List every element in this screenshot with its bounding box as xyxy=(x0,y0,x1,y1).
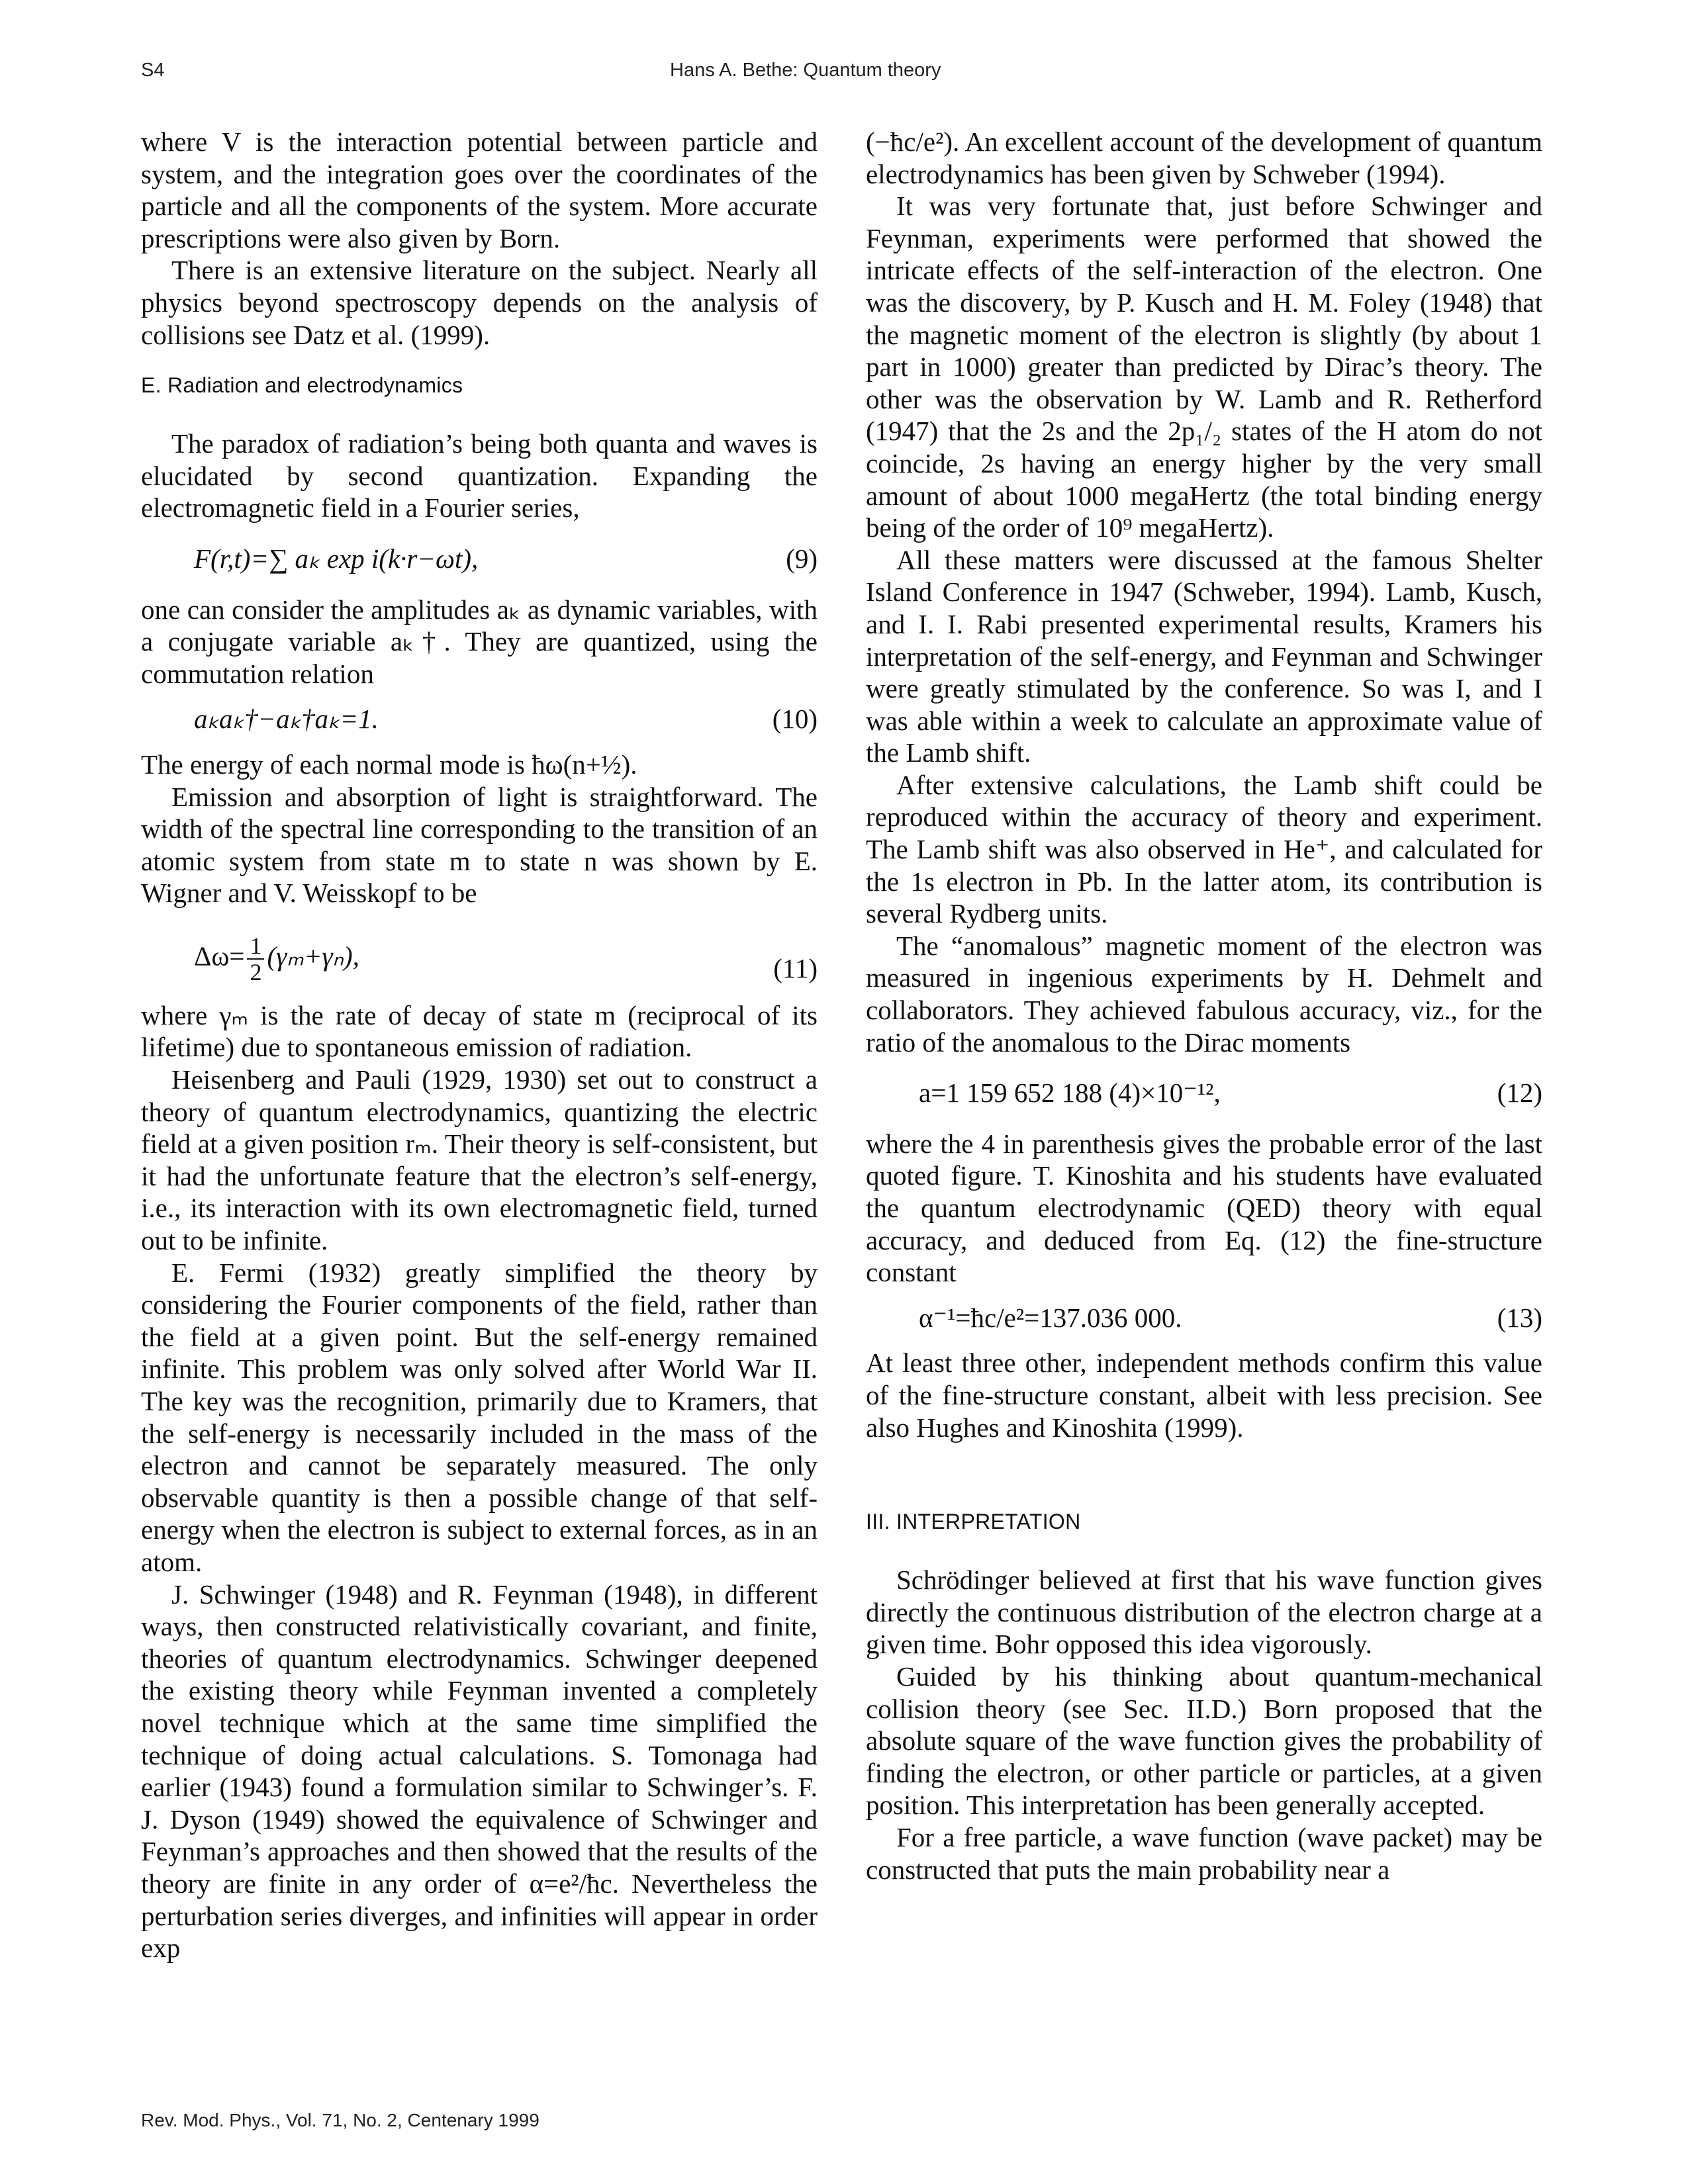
journal-citation: Rev. Mod. Phys., Vol. 71, No. 2, Centenary 1999 xyxy=(141,2110,539,2130)
running-title: Hans A. Bethe: Quantum theory xyxy=(670,60,941,81)
paragraph: J. Schwinger (1948) and R. Feynman (1948), in different ways, then constructed relativistically covariant, and finite, theories of quantum electrodynamics. Schwinger deepened the existing theory while Feynman invented a completely novel technique which at the same time simplified the technique of doing actual calculations. S. Tomonaga had earlier (1943) found a formulation similar to Schwinger’s. F. J. Dyson (1949) showed the equivalence of Schwinger and Feynman’s approaches and then showed that the results of the theory are finite in any order of α=e²/ħc. Nevertheless the perturbation series diverges, and infinities will appear in order exp xyxy=(141,1578,818,1964)
equation-12 xyxy=(866,1077,1542,1109)
paragraph: The “anomalous” magnetic moment of the electron was measured in ingenious experiments by H. Dehmelt and collaborators. They achieved fabulous accuracy, viz., for the ratio of the anomalous to the Dirac moments xyxy=(866,930,1542,1058)
equation-body: F(r,t)=∑ aₖ exp i(k·r−ωt), xyxy=(194,543,479,574)
paragraph: where V is the interaction potential between particle and system, and the integration goes over the coordinates of the particle and all the components of the system. More accurate prescriptions were also given by Born. xyxy=(141,126,818,253)
right-column xyxy=(866,126,1542,1886)
equation-body: aₖaₖ†−aₖ†aₖ=1. xyxy=(194,704,379,735)
paragraph: Schrödinger believed at first that his wave function gives directly the continuous distribution of the electron charge at a given time. Bohr opposed this idea vigorously. xyxy=(866,1565,1542,1660)
paragraph: E. Fermi (1932) greatly simplified the theory by considering the Fourier components of the field, rather than the field at a given point. But the self-energy remained infinite. This problem was only solved after World War II. The key was the recognition, primarily due to Kramers, that the self-energy is necessarily included in the mass of the electron and cannot be separately measured. The only observable quantity is then a possible change of that self-energy when the electron is subject to external forces, as in an atom. xyxy=(141,1257,818,1577)
equation-number: (10) xyxy=(772,704,818,735)
equation-13 xyxy=(866,1302,1542,1334)
paragraph: After extensive calculations, the Lamb shift could be reproduced within the accuracy of theory and experiment. The Lamb shift was also observed in He⁺, and calculated for the 1s electron in Pb. In the latter atom, its contribution is several Rydberg units. xyxy=(866,769,1542,929)
fraction-numerator: 1 xyxy=(247,933,264,960)
paragraph: The energy of each normal mode is ħω(n+½). xyxy=(141,749,637,780)
equation-body: a=1 159 652 188 (4)×10⁻¹², xyxy=(919,1077,1221,1109)
paragraph: one can consider the amplitudes aₖ as dynamic variables, with a conjugate variable aₖ†. They are quantized, using the commutation relation xyxy=(141,594,818,689)
paragraph: It was very fortunate that, just before Schwinger and Feynman, experiments were performed that showed the intricate effects of the self-interaction of the electron. One was the discovery, by P. Kusch and H. M. Foley (1948) that the magnetic moment of the electron is slightly (by about 1 part in 1000) greater than predicted by Dirac’s theory. The other was the observation by W. Lamb and R. Retherford (1947) that the 2s and the 2p₁/₂ states of the H atom do not coincide, 2s having an energy higher by the very small amount of about 1000 megaHertz (the total binding energy being of the order of 10⁹ megaHertz). xyxy=(866,191,1542,543)
equation-body xyxy=(194,933,359,985)
paragraph: where the 4 in parenthesis gives the probable error of the last quoted figure. T. Kinoshita and his students have evaluated the quantum electrodynamic (QED) theory with equal accuracy, and deduced from Eq. (12) the fine-structure constant xyxy=(866,1128,1542,1288)
equation-10 xyxy=(141,703,818,735)
equation-number: (11) xyxy=(773,953,818,984)
paragraph: There is an extensive literature on the subject. Nearly all physics beyond spectroscopy depends on the analysis of collisions see Datz et al. (1999). xyxy=(141,255,818,350)
paragraph: Heisenberg and Pauli (1929, 1930) set out to construct a theory of quantum electrodynamics, quantizing the electric field at a given position rₘ. Their theory is self-consistent, but it had the unfortunate feature that the electron’s self-energy, i.e., its interaction with its own electromagnetic field, turned out to be infinite. xyxy=(141,1064,818,1256)
paragraph: Guided by his thinking about quantum-mechanical collision theory (see Sec. II.D.) Born proposed that the absolute square of the wave function gives the probability of finding the electron, or other particle or particles, at a given position. This interpretation has been generally accepted. xyxy=(866,1661,1542,1821)
paragraph: Emission and absorption of light is straightforward. The width of the spectral line corresponding to the transition of an atomic system from state m to state n was shown by E. Wigner and V. Weisskopf to be xyxy=(141,781,818,909)
page-number: S4 xyxy=(141,60,165,81)
paragraph: (−ħc/e²). An excellent account of the development of quantum electrodynamics has been given by Schweber (1994). xyxy=(866,126,1542,189)
paragraph: All these matters were discussed at the famous Shelter Island Conference in 1947 (Schweber, 1994). Lamb, Kusch, and I. I. Rabi presented experimental results, Kramers his interpretation of the self-energy, and Feynman and Schwinger were greatly stimulated by the conference. So was I, and I was able within a week to calculate an approximate value of the Lamb shift. xyxy=(866,544,1542,768)
paragraph: where γₘ is the rate of decay of state m (reciprocal of its lifetime) due to spontaneous emission of radiation. xyxy=(141,999,818,1063)
paragraph: The paradox of radiation’s being both quanta and waves is elucidated by second quantization. Expanding the electromagnetic field in a Fourier series, xyxy=(141,428,818,523)
equation-number: (9) xyxy=(786,543,818,574)
paragraph: For a free particle, a wave function (wave packet) may be constructed that puts the main probability near a xyxy=(866,1821,1542,1885)
equation-lhs: Δω= xyxy=(194,940,245,972)
fraction-denominator: 2 xyxy=(250,958,262,985)
equation-9 xyxy=(141,543,818,575)
paragraph: At least three other, independent methods confirm this value of the fine-structure constant, albeit with less precision. See also Hughes and Kinoshita (1999). xyxy=(866,1347,1542,1443)
equation-11 xyxy=(141,924,818,985)
section-heading-radiation: E. Radiation and electrodynamics xyxy=(141,373,463,398)
section-heading-interpretation: III. INTERPRETATION xyxy=(866,1510,1081,1534)
equation-number: (12) xyxy=(1497,1077,1542,1109)
fraction xyxy=(247,933,264,985)
left-column xyxy=(141,126,818,1964)
equation-number: (13) xyxy=(1497,1302,1542,1333)
equation-rhs: (γₘ+γₙ), xyxy=(267,940,359,972)
equation-body: α⁻¹=ħc/e²=137.036 000. xyxy=(919,1302,1182,1333)
